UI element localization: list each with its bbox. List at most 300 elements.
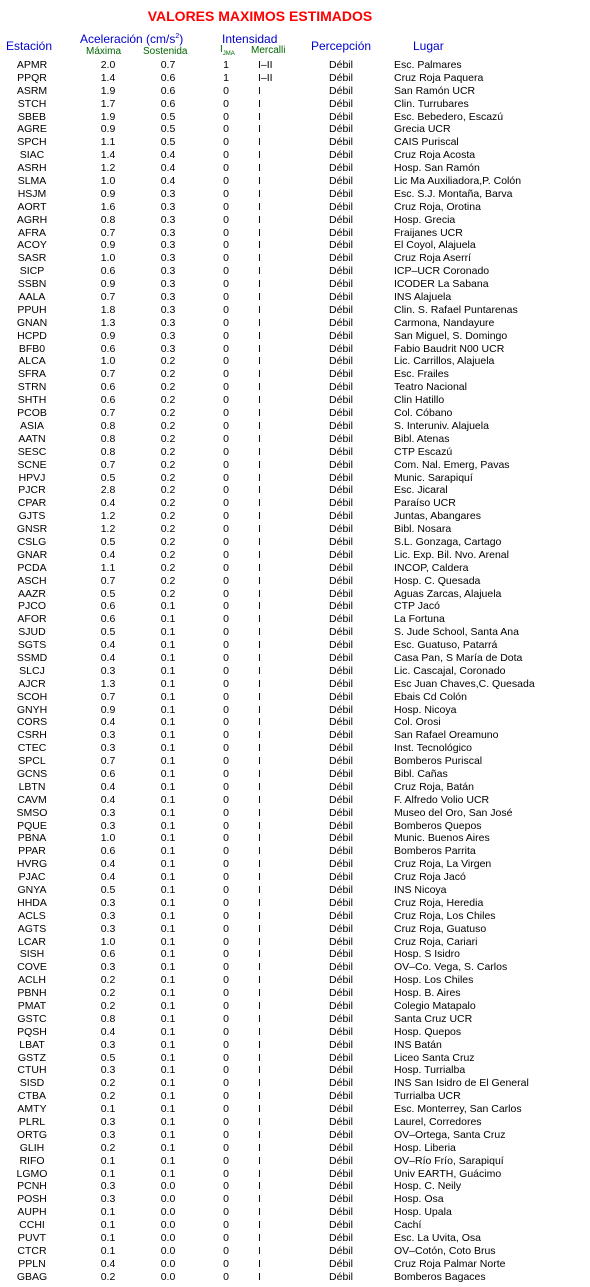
mercalli-intensity: I xyxy=(258,265,261,278)
station-code: PPLN xyxy=(18,1257,46,1270)
station-code: AALA xyxy=(18,291,46,304)
jma-intensity: 0 xyxy=(223,200,229,213)
max-acceleration: 0.7 xyxy=(100,755,116,768)
sustained-acceleration: 0.4 xyxy=(160,175,176,188)
table-row xyxy=(0,832,590,845)
jma-intensity: 0 xyxy=(223,845,229,858)
sustained-acceleration: 0.1 xyxy=(160,1025,176,1038)
sustained-acceleration: 0.5 xyxy=(160,110,176,123)
station-code: GSTZ xyxy=(18,1051,46,1064)
location: ICP–UCR Coronado xyxy=(394,265,490,278)
table-row xyxy=(0,1258,590,1271)
table-row xyxy=(0,742,590,755)
mercalli-intensity: I xyxy=(258,1141,261,1154)
station-code: PJCO xyxy=(17,600,46,613)
station-code: GLIH xyxy=(19,1141,45,1154)
perception: Débil xyxy=(329,368,353,381)
sustained-acceleration: 0.2 xyxy=(160,458,176,471)
location: Santa Cruz UCR xyxy=(394,1012,473,1025)
max-acceleration: 0.1 xyxy=(100,1219,116,1232)
table-row xyxy=(0,588,590,601)
mercalli-intensity: I xyxy=(258,1103,261,1116)
jma-intensity: 0 xyxy=(223,123,229,136)
jma-intensity: 0 xyxy=(223,1128,229,1141)
max-acceleration: 0.6 xyxy=(100,613,116,626)
station-code: SIAC xyxy=(19,149,45,162)
perception: Débil xyxy=(329,819,353,832)
mercalli-intensity: I xyxy=(258,677,261,690)
location: INS Alajuela xyxy=(394,291,452,304)
station-code: GNYH xyxy=(16,703,48,716)
perception: Débil xyxy=(329,1038,353,1051)
max-acceleration: 0.4 xyxy=(100,793,116,806)
table-row xyxy=(0,549,590,562)
station-code: SBEB xyxy=(17,110,46,123)
location: OV–Río Frío, Sarapiquí xyxy=(394,1154,504,1167)
table-row xyxy=(0,239,590,252)
sustained-acceleration: 0.2 xyxy=(160,471,176,484)
mercalli-intensity: I xyxy=(258,651,261,664)
mercalli-intensity: I xyxy=(258,561,261,574)
perception: Débil xyxy=(329,1167,353,1180)
mercalli-intensity: I xyxy=(258,535,261,548)
sustained-acceleration: 0.6 xyxy=(160,97,176,110)
perception: Débil xyxy=(329,626,353,639)
perception: Débil xyxy=(329,677,353,690)
location: Esc. Frailes xyxy=(394,368,449,381)
jma-intensity: 0 xyxy=(223,1270,229,1283)
table-row xyxy=(0,459,590,472)
mercalli-intensity: I xyxy=(258,342,261,355)
max-acceleration: 0.1 xyxy=(100,1154,116,1167)
sustained-acceleration: 0.2 xyxy=(160,561,176,574)
max-acceleration: 0.6 xyxy=(100,767,116,780)
station-code: PCNH xyxy=(17,1180,47,1193)
table-row xyxy=(0,407,590,420)
location: Casa Pan, S María de Dota xyxy=(394,651,523,664)
table-row xyxy=(0,1180,590,1193)
perception: Débil xyxy=(329,458,353,471)
jma-intensity: 0 xyxy=(223,755,229,768)
table-row xyxy=(0,923,590,936)
max-acceleration: 0.8 xyxy=(100,1012,116,1025)
jma-intensity: 0 xyxy=(223,1219,229,1232)
perception: Débil xyxy=(329,1000,353,1013)
sustained-acceleration: 0.1 xyxy=(160,832,176,845)
jma-intensity: 0 xyxy=(223,1154,229,1167)
mercalli-intensity: I xyxy=(258,226,261,239)
max-acceleration: 0.9 xyxy=(100,239,116,252)
mercalli-intensity: I xyxy=(258,136,261,149)
location: OV–Co. Vega, S. Carlos xyxy=(394,961,508,974)
table-row xyxy=(0,1155,590,1168)
sustained-acceleration: 0.1 xyxy=(160,1103,176,1116)
jma-intensity: 0 xyxy=(223,896,229,909)
table-row xyxy=(0,704,590,717)
mercalli-intensity: I xyxy=(258,935,261,948)
sustained-acceleration: 0.1 xyxy=(160,1051,176,1064)
location: Esc. Guatuso, Patarrá xyxy=(394,639,498,652)
perception: Débil xyxy=(329,497,353,510)
jma-intensity: 0 xyxy=(223,664,229,677)
jma-intensity: 0 xyxy=(223,535,229,548)
location: Teatro Nacional xyxy=(394,381,467,394)
perception: Débil xyxy=(329,742,353,755)
sustained-acceleration: 0.1 xyxy=(160,1141,176,1154)
station-code: LBAT xyxy=(19,1038,45,1051)
perception: Débil xyxy=(329,574,353,587)
location: S. Jude School, Santa Ana xyxy=(394,626,519,639)
station-code: POSH xyxy=(17,1193,47,1206)
station-code: ACLS xyxy=(18,909,46,922)
perception: Débil xyxy=(329,265,353,278)
max-acceleration: 0.1 xyxy=(100,1206,116,1219)
max-acceleration: 0.3 xyxy=(100,806,116,819)
sustained-acceleration: 0.1 xyxy=(160,1167,176,1180)
table-row xyxy=(0,987,590,1000)
station-code: GNAR xyxy=(16,548,48,561)
perception: Débil xyxy=(329,729,353,742)
max-acceleration: 1.4 xyxy=(100,71,116,84)
location: Carmona, Nandayure xyxy=(394,316,495,329)
max-acceleration: 0.5 xyxy=(100,535,116,548)
jma-intensity: 0 xyxy=(223,780,229,793)
jma-intensity: 0 xyxy=(223,948,229,961)
perception: Débil xyxy=(329,884,353,896)
max-acceleration: 1.2 xyxy=(100,523,116,536)
sustained-acceleration: 0.0 xyxy=(160,1257,176,1270)
sustained-acceleration: 0.1 xyxy=(160,780,176,793)
location: Cruz Roja Palmar Norte xyxy=(394,1257,506,1270)
jma-intensity: 0 xyxy=(223,961,229,974)
max-acceleration: 1.0 xyxy=(100,252,116,265)
table-row xyxy=(0,575,590,588)
table-row xyxy=(0,626,590,639)
mercalli-intensity: I xyxy=(258,1257,261,1270)
mercalli-intensity: I xyxy=(258,1090,261,1103)
jma-intensity: 0 xyxy=(223,175,229,188)
sustained-acceleration: 0.1 xyxy=(160,690,176,703)
station-code: ORTG xyxy=(16,1128,48,1141)
perception: Débil xyxy=(329,149,353,162)
station-code: SHTH xyxy=(17,394,47,407)
station-code: AORT xyxy=(17,200,47,213)
sustained-acceleration: 0.5 xyxy=(160,123,176,136)
jma-intensity: 0 xyxy=(223,922,229,935)
sustained-acceleration: 0.1 xyxy=(160,793,176,806)
perception: Débil xyxy=(329,175,353,188)
mercalli-intensity: I xyxy=(258,239,261,252)
max-acceleration: 0.5 xyxy=(100,587,116,600)
sustained-acceleration: 0.1 xyxy=(160,703,176,716)
sustained-acceleration: 0.2 xyxy=(160,574,176,587)
jma-intensity: 0 xyxy=(223,987,229,1000)
sustained-acceleration: 0.3 xyxy=(160,187,176,200)
header-sostenida: Sostenida xyxy=(143,46,188,57)
location: Hosp. Nicoya xyxy=(394,703,457,716)
jma-intensity: 0 xyxy=(223,548,229,561)
sustained-acceleration: 0.1 xyxy=(160,1116,176,1129)
perception: Débil xyxy=(329,664,353,677)
location: Cachí xyxy=(394,1219,422,1232)
perception: Débil xyxy=(329,342,353,355)
station-code: SSBN xyxy=(17,278,47,291)
mercalli-intensity: I xyxy=(258,574,261,587)
perception: Débil xyxy=(329,587,353,600)
sustained-acceleration: 0.5 xyxy=(160,136,176,149)
mercalli-intensity: I xyxy=(258,1180,261,1193)
sustained-acceleration: 0.3 xyxy=(160,316,176,329)
table-row xyxy=(0,1103,590,1116)
mercalli-intensity: I xyxy=(258,1116,261,1129)
mercalli-intensity: I xyxy=(258,484,261,497)
location: CTP Jacó xyxy=(394,600,440,613)
jma-intensity: 0 xyxy=(223,1064,229,1077)
table-row xyxy=(0,845,590,858)
mercalli-intensity: I xyxy=(258,291,261,304)
max-acceleration: 1.9 xyxy=(100,84,116,97)
sustained-acceleration: 0.1 xyxy=(160,909,176,922)
mercalli-intensity: I xyxy=(258,1219,261,1232)
location: Colegio Matapalo xyxy=(394,1000,476,1013)
location: Cruz Roja Jacó xyxy=(394,871,466,884)
station-code: AGTS xyxy=(17,922,47,935)
table-row xyxy=(0,1090,590,1103)
perception: Débil xyxy=(329,136,353,149)
jma-intensity: 0 xyxy=(223,574,229,587)
table-row xyxy=(0,304,590,317)
location: Esc. La Uvita, Osa xyxy=(394,1232,481,1245)
location: ICODER La Sabana xyxy=(394,278,489,291)
sustained-acceleration: 0.1 xyxy=(160,871,176,884)
jma-intensity: 0 xyxy=(223,84,229,97)
location: INS Nicoya xyxy=(394,884,447,896)
mercalli-intensity: I xyxy=(258,896,261,909)
station-code: AGRH xyxy=(16,213,48,226)
perception: Débil xyxy=(329,213,353,226)
table-row xyxy=(0,639,590,652)
sustained-acceleration: 0.3 xyxy=(160,226,176,239)
table-row xyxy=(0,884,590,897)
mercalli-intensity: I xyxy=(258,1193,261,1206)
table-row xyxy=(0,136,590,149)
sustained-acceleration: 0.1 xyxy=(160,677,176,690)
perception: Débil xyxy=(329,432,353,445)
mercalli-intensity: I xyxy=(258,1167,261,1180)
location: Ebais Cd Colón xyxy=(394,690,467,703)
table-row xyxy=(0,1206,590,1219)
header-ijma-sub: JMA xyxy=(222,51,235,57)
sustained-acceleration: 0.1 xyxy=(160,884,176,896)
jma-intensity: 0 xyxy=(223,613,229,626)
table-row xyxy=(0,974,590,987)
station-code: SSMD xyxy=(16,651,48,664)
mercalli-intensity: I xyxy=(258,626,261,639)
jma-intensity: 0 xyxy=(223,394,229,407)
mercalli-intensity: I xyxy=(258,600,261,613)
table-row xyxy=(0,1193,590,1206)
table-row xyxy=(0,858,590,871)
station-code: PLRL xyxy=(18,1116,46,1129)
jma-intensity: 0 xyxy=(223,1141,229,1154)
jma-intensity: 0 xyxy=(223,819,229,832)
perception: Débil xyxy=(329,394,353,407)
perception: Débil xyxy=(329,1270,353,1283)
station-code: AGRE xyxy=(17,123,47,136)
mercalli-intensity: I xyxy=(258,948,261,961)
station-code: CSLG xyxy=(17,535,47,548)
station-code: ACOY xyxy=(17,239,47,252)
station-code: PCDA xyxy=(17,561,47,574)
mercalli-intensity: I xyxy=(258,858,261,871)
location: OV–Ortega, Santa Cruz xyxy=(394,1128,506,1141)
max-acceleration: 0.7 xyxy=(100,291,116,304)
jma-intensity: 0 xyxy=(223,497,229,510)
station-code: CTUH xyxy=(17,1064,47,1077)
jma-intensity: 0 xyxy=(223,342,229,355)
perception: Débil xyxy=(329,793,353,806)
max-acceleration: 0.2 xyxy=(100,1000,116,1013)
mercalli-intensity: I xyxy=(258,510,261,523)
perception: Débil xyxy=(329,690,353,703)
sustained-acceleration: 0.3 xyxy=(160,265,176,278)
table-row xyxy=(0,317,590,330)
jma-intensity: 0 xyxy=(223,626,229,639)
max-acceleration: 1.2 xyxy=(100,162,116,175)
sustained-acceleration: 0.1 xyxy=(160,961,176,974)
jma-intensity: 0 xyxy=(223,291,229,304)
mercalli-intensity: I xyxy=(258,961,261,974)
max-acceleration: 0.7 xyxy=(100,574,116,587)
station-code: SCOH xyxy=(16,690,48,703)
location: Cruz Roja Aserrí xyxy=(394,252,472,265)
mercalli-intensity: I xyxy=(258,458,261,471)
sustained-acceleration: 0.1 xyxy=(160,742,176,755)
perception: Débil xyxy=(329,162,353,175)
location: Cruz Roja, Guatuso xyxy=(394,922,487,935)
jma-intensity: 0 xyxy=(223,1167,229,1180)
sustained-acceleration: 0.2 xyxy=(160,523,176,536)
location: Esc. Bebedero, Escazú xyxy=(394,110,504,123)
jma-intensity: 0 xyxy=(223,1193,229,1206)
station-code: PPQR xyxy=(17,71,47,84)
station-code: SJUD xyxy=(18,626,46,639)
max-acceleration: 0.4 xyxy=(100,871,116,884)
max-acceleration: 0.9 xyxy=(100,187,116,200)
header-mercalli: Mercalli xyxy=(251,45,286,56)
table-row xyxy=(0,613,590,626)
perception: Débil xyxy=(329,510,353,523)
sustained-acceleration: 0.0 xyxy=(160,1232,176,1245)
page-title: VALORES MAXIMOS ESTIMADOS xyxy=(147,8,373,24)
max-acceleration: 0.9 xyxy=(100,329,116,342)
table-row xyxy=(0,1142,590,1155)
table-row xyxy=(0,562,590,575)
location: CTP Escazú xyxy=(394,445,453,458)
perception: Débil xyxy=(329,355,353,368)
max-acceleration: 1.0 xyxy=(100,175,116,188)
perception: Débil xyxy=(329,239,353,252)
table-row xyxy=(0,600,590,613)
mercalli-intensity: I xyxy=(258,1154,261,1167)
table-row xyxy=(0,188,590,201)
jma-intensity: 0 xyxy=(223,1038,229,1051)
perception: Débil xyxy=(329,548,353,561)
mercalli-intensity: I xyxy=(258,523,261,536)
table-row xyxy=(0,1271,590,1284)
station-code: GJTS xyxy=(18,510,46,523)
perception: Débil xyxy=(329,1090,353,1103)
location: Esc. S.J. Montaña, Barva xyxy=(394,187,513,200)
station-code: ASRH xyxy=(17,162,47,175)
jma-intensity: 0 xyxy=(223,97,229,110)
max-acceleration: 0.3 xyxy=(100,1064,116,1077)
jma-intensity: 0 xyxy=(223,793,229,806)
mercalli-intensity: I xyxy=(258,767,261,780)
sustained-acceleration: 0.2 xyxy=(160,407,176,420)
perception: Débil xyxy=(329,561,353,574)
perception: Débil xyxy=(329,329,353,342)
max-acceleration: 0.3 xyxy=(100,909,116,922)
perception: Débil xyxy=(329,1012,353,1025)
sustained-acceleration: 0.1 xyxy=(160,1012,176,1025)
jma-intensity: 0 xyxy=(223,858,229,871)
table-row xyxy=(0,910,590,923)
table-row xyxy=(0,652,590,665)
sustained-acceleration: 0.1 xyxy=(160,987,176,1000)
header-percepcion: Percepción xyxy=(311,39,372,53)
location: S. Interuniv. Alajuela xyxy=(394,419,489,432)
table-row xyxy=(0,149,590,162)
table-row xyxy=(0,755,590,768)
perception: Débil xyxy=(329,1103,353,1116)
jma-intensity: 0 xyxy=(223,561,229,574)
mercalli-intensity: I xyxy=(258,974,261,987)
max-acceleration: 0.6 xyxy=(100,394,116,407)
station-code: AUPH xyxy=(17,1206,47,1219)
location: OV–Cotón, Coto Brus xyxy=(394,1244,496,1257)
table-row xyxy=(0,343,590,356)
jma-intensity: 0 xyxy=(223,278,229,291)
jma-intensity: 0 xyxy=(223,1000,229,1013)
table-row xyxy=(0,961,590,974)
max-acceleration: 0.2 xyxy=(100,974,116,987)
sustained-acceleration: 0.1 xyxy=(160,806,176,819)
location: Bomberos Parrita xyxy=(394,845,476,858)
table-row xyxy=(0,201,590,214)
location: Turrialba UCR xyxy=(394,1090,461,1103)
max-acceleration: 0.1 xyxy=(100,1232,116,1245)
jma-intensity: 0 xyxy=(223,162,229,175)
table-row xyxy=(0,1026,590,1039)
station-code: CPAR xyxy=(17,497,47,510)
station-code: SCNE xyxy=(17,458,47,471)
mercalli-intensity: I xyxy=(258,1128,261,1141)
location: San Miguel, S. Domingo xyxy=(394,329,508,342)
jma-intensity: 0 xyxy=(223,1180,229,1193)
sustained-acceleration: 0.1 xyxy=(160,639,176,652)
max-acceleration: 0.7 xyxy=(100,690,116,703)
sustained-acceleration: 0.3 xyxy=(160,213,176,226)
location: Com. Nal. Emerg, Pavas xyxy=(394,458,510,471)
jma-intensity: 0 xyxy=(223,252,229,265)
table-row xyxy=(0,265,590,278)
max-acceleration: 1.1 xyxy=(100,136,116,149)
jma-intensity: 0 xyxy=(223,1051,229,1064)
jma-intensity: 0 xyxy=(223,381,229,394)
jma-intensity: 0 xyxy=(223,1257,229,1270)
station-code: CTEC xyxy=(17,742,47,755)
